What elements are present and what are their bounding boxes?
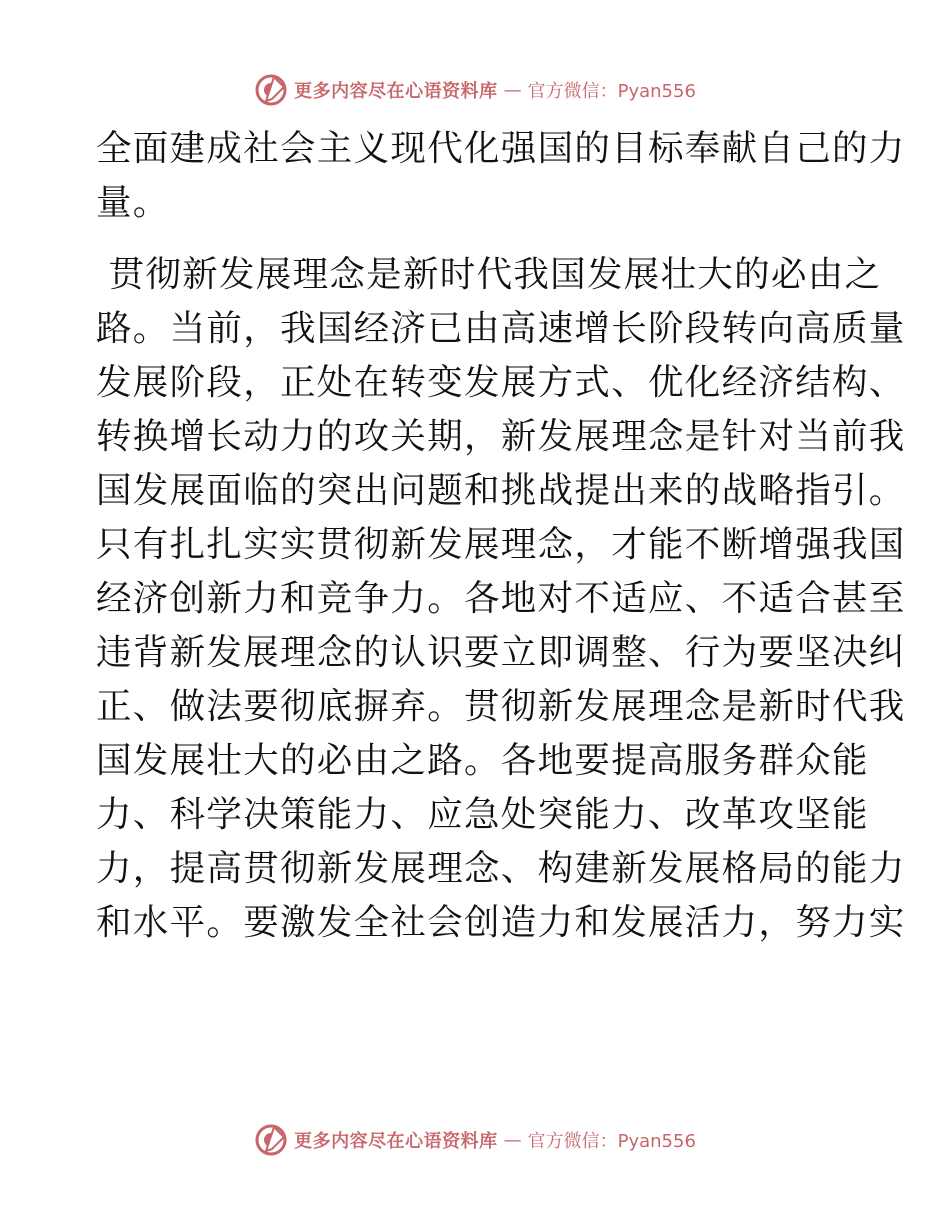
watermark-text: 更多内容尽在心语资料库 bbox=[294, 1131, 498, 1152]
text-line: 转换增长动力的攻关期，新发展理念是针对当前我 bbox=[96, 416, 906, 457]
text-line: 国发展壮大的必由之路。各地要提高服务群众能 bbox=[96, 740, 869, 781]
watermark-contact: 官方微信：Pyan556 bbox=[527, 1131, 696, 1152]
text-line: 全面建成社会主义现代化强国的目标奉献自己的力 bbox=[96, 128, 906, 169]
text-line: 量。 bbox=[96, 182, 170, 223]
text-line: 正、做法要彻底摒弃。贯彻新发展理念是新时代我 bbox=[96, 686, 906, 727]
watermark-dash: — bbox=[503, 79, 522, 101]
paragraph-2 bbox=[96, 248, 906, 950]
watermark-contact: 官方微信：Pyan556 bbox=[527, 81, 696, 102]
text-line: 力，提高贯彻新发展理念、构建新发展格局的能力 bbox=[96, 848, 906, 889]
pen-logo-icon bbox=[254, 1123, 288, 1157]
watermark-dash: — bbox=[503, 1129, 522, 1151]
text-line: 经济创新力和竞争力。各地对不适应、不适合甚至 bbox=[96, 578, 906, 619]
watermark-text: 更多内容尽在心语资料库 bbox=[294, 81, 498, 102]
paragraph-spacer bbox=[96, 230, 856, 248]
document-body bbox=[96, 122, 906, 950]
paragraph-1 bbox=[96, 122, 906, 230]
text-line: 路。当前，我国经济已由高速增长阶段转向高质量 bbox=[96, 308, 906, 349]
text-line: 力、科学决策能力、应急处突能力、改革攻坚能 bbox=[96, 794, 869, 835]
text-line: 和水平。要激发全社会创造力和发展活力，努力实 bbox=[96, 902, 906, 943]
text-line: 贯彻新发展理念是新时代我国发展壮大的必由之 bbox=[96, 254, 882, 295]
pen-logo-icon bbox=[254, 73, 288, 107]
header-watermark bbox=[0, 70, 950, 110]
text-line: 违背新发展理念的认识要立即调整、行为要坚决纠 bbox=[96, 632, 906, 673]
text-line: 国发展面临的突出问题和挑战提出来的战略指引。 bbox=[96, 470, 906, 511]
text-line: 只有扎扎实实贯彻新发展理念，才能不断增强我国 bbox=[96, 524, 906, 565]
text-line: 发展阶段，正处在转变发展方式、优化经济结构、 bbox=[96, 362, 906, 403]
footer-watermark bbox=[0, 1120, 950, 1160]
